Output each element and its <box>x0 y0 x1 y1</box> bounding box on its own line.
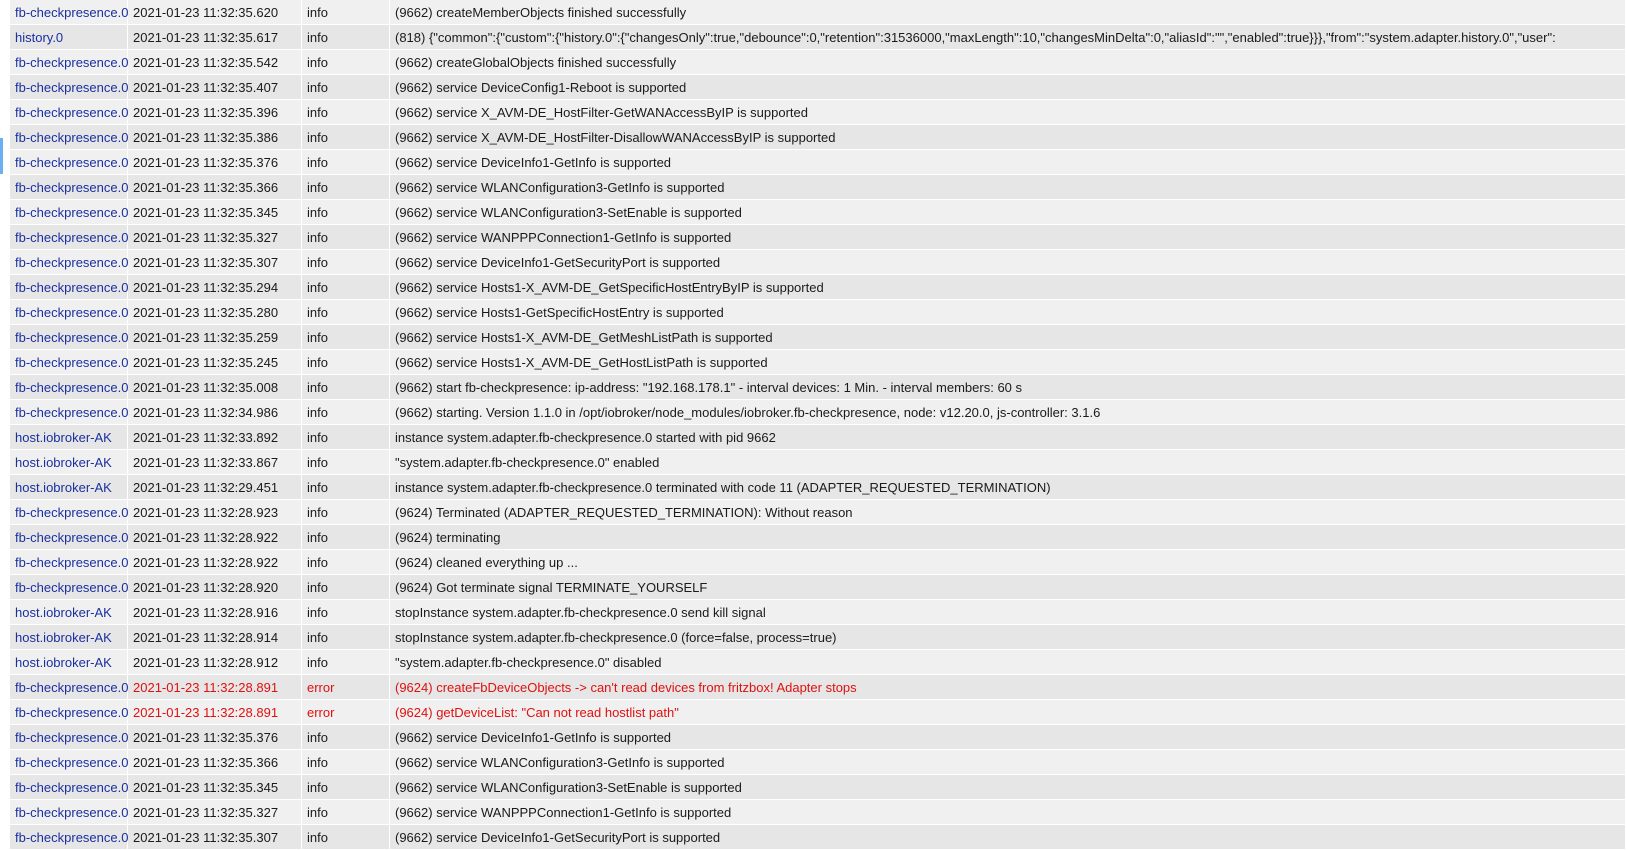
log-message: (9662) service DeviceInfo1-GetInfo is supported <box>390 150 1626 175</box>
log-row[interactable] <box>10 650 1626 675</box>
log-row[interactable] <box>10 250 1626 275</box>
log-message: (9662) service WLANConfiguration3-GetInfo is supported <box>390 750 1626 775</box>
log-row[interactable] <box>10 200 1626 225</box>
log-source: fb-checkpresence.0 <box>10 50 128 75</box>
log-source: fb-checkpresence.0 <box>10 225 128 250</box>
log-severity: error <box>302 675 390 700</box>
log-source: fb-checkpresence.0 <box>10 125 128 150</box>
log-message: (9662) service Hosts1-X_AVM-DE_GetHostListPath is supported <box>390 350 1626 375</box>
log-timestamp: 2021-01-23 11:32:35.366 <box>128 750 302 775</box>
log-timestamp: 2021-01-23 11:32:35.307 <box>128 825 302 850</box>
log-source: fb-checkpresence.0 <box>10 825 128 850</box>
log-message: (9662) service DeviceInfo1-GetSecurityPort is supported <box>390 250 1626 275</box>
log-message: (9624) terminating <box>390 525 1626 550</box>
log-message: (9624) Terminated (ADAPTER_REQUESTED_TERMINATION): Without reason <box>390 500 1626 525</box>
log-message: (9662) service WANPPPConnection1-GetInfo is supported <box>390 225 1626 250</box>
log-timestamp: 2021-01-23 11:32:28.916 <box>128 600 302 625</box>
log-severity: info <box>302 100 390 125</box>
log-source: fb-checkpresence.0 <box>10 100 128 125</box>
log-row-error[interactable] <box>10 675 1626 700</box>
log-row[interactable] <box>10 275 1626 300</box>
log-timestamp: 2021-01-23 11:32:35.294 <box>128 275 302 300</box>
log-severity: info <box>302 525 390 550</box>
log-message: (9662) service WLANConfiguration3-GetInfo is supported <box>390 175 1626 200</box>
log-source: fb-checkpresence.0 <box>10 800 128 825</box>
log-timestamp: 2021-01-23 11:32:28.914 <box>128 625 302 650</box>
log-source: fb-checkpresence.0 <box>10 150 128 175</box>
log-row[interactable] <box>10 300 1626 325</box>
log-row[interactable] <box>10 575 1626 600</box>
log-severity: info <box>302 600 390 625</box>
log-severity: info <box>302 150 390 175</box>
log-timestamp: 2021-01-23 11:32:35.376 <box>128 150 302 175</box>
log-timestamp: 2021-01-23 11:32:35.617 <box>128 25 302 50</box>
log-message: (9624) cleaned everything up ... <box>390 550 1626 575</box>
log-message: (9662) service X_AVM-DE_HostFilter-GetWANAccessByIP is supported <box>390 100 1626 125</box>
log-severity: info <box>302 475 390 500</box>
log-timestamp: 2021-01-23 11:32:35.345 <box>128 775 302 800</box>
log-message: (9662) service DeviceInfo1-GetSecurityPort is supported <box>390 825 1626 850</box>
log-source: fb-checkpresence.0 <box>10 675 128 700</box>
log-row[interactable] <box>10 825 1626 850</box>
log-severity: info <box>302 225 390 250</box>
log-row[interactable] <box>10 550 1626 575</box>
log-message: "system.adapter.fb-checkpresence.0" enabled <box>390 450 1626 475</box>
log-severity: info <box>302 250 390 275</box>
log-source: fb-checkpresence.0 <box>10 525 128 550</box>
log-source: host.iobroker-AK <box>10 475 128 500</box>
log-message: (9662) starting. Version 1.1.0 in /opt/iobroker/node_modules/iobroker.fb-checkpresence, node: v12.20.0, js-controller: 3.1.6 <box>390 400 1626 425</box>
log-source: fb-checkpresence.0 <box>10 550 128 575</box>
log-row[interactable] <box>10 350 1626 375</box>
log-timestamp: 2021-01-23 11:32:33.867 <box>128 450 302 475</box>
log-severity: info <box>302 25 390 50</box>
log-severity: info <box>302 325 390 350</box>
log-row[interactable] <box>10 750 1626 775</box>
log-timestamp: 2021-01-23 11:32:35.376 <box>128 725 302 750</box>
scroll-position-marker[interactable] <box>0 138 3 174</box>
log-row[interactable] <box>10 375 1626 400</box>
log-source: fb-checkpresence.0 <box>10 200 128 225</box>
log-timestamp: 2021-01-23 11:32:28.922 <box>128 525 302 550</box>
log-row[interactable] <box>10 450 1626 475</box>
log-row[interactable] <box>10 25 1626 50</box>
log-severity: info <box>302 125 390 150</box>
log-source: fb-checkpresence.0 <box>10 350 128 375</box>
log-timestamp: 2021-01-23 11:32:35.366 <box>128 175 302 200</box>
log-row[interactable] <box>10 150 1626 175</box>
log-message: "system.adapter.fb-checkpresence.0" disabled <box>390 650 1626 675</box>
log-source: fb-checkpresence.0 <box>10 375 128 400</box>
log-severity: info <box>302 175 390 200</box>
log-severity: info <box>302 0 390 25</box>
log-row[interactable] <box>10 500 1626 525</box>
log-message: (9662) start fb-checkpresence: ip-address: "192.168.178.1" - interval devices: 1 Min. - interval members: 60 s <box>390 375 1626 400</box>
log-severity: info <box>302 650 390 675</box>
log-message: instance system.adapter.fb-checkpresence.0 started with pid 9662 <box>390 425 1626 450</box>
log-source: fb-checkpresence.0 <box>10 500 128 525</box>
log-severity: info <box>302 350 390 375</box>
log-source: fb-checkpresence.0 <box>10 75 128 100</box>
log-row-error[interactable] <box>10 700 1626 725</box>
log-message: (9662) service WLANConfiguration3-SetEnable is supported <box>390 775 1626 800</box>
log-source: fb-checkpresence.0 <box>10 400 128 425</box>
log-timestamp: 2021-01-23 11:32:33.892 <box>128 425 302 450</box>
log-message: (9662) service DeviceInfo1-GetInfo is supported <box>390 725 1626 750</box>
log-message: (9662) service WLANConfiguration3-SetEnable is supported <box>390 200 1626 225</box>
log-severity: info <box>302 75 390 100</box>
log-source: fb-checkpresence.0 <box>10 750 128 775</box>
log-timestamp: 2021-01-23 11:32:35.280 <box>128 300 302 325</box>
log-message: stopInstance system.adapter.fb-checkpresence.0 (force=false, process=true) <box>390 625 1626 650</box>
log-message: instance system.adapter.fb-checkpresence.0 terminated with code 11 (ADAPTER_REQUESTED_TERMINATION) <box>390 475 1626 500</box>
log-message: stopInstance system.adapter.fb-checkpresence.0 send kill signal <box>390 600 1626 625</box>
log-message: (9662) service Hosts1-X_AVM-DE_GetMeshListPath is supported <box>390 325 1626 350</box>
log-severity: info <box>302 50 390 75</box>
log-severity: info <box>302 275 390 300</box>
log-row[interactable] <box>10 775 1626 800</box>
log-row[interactable] <box>10 800 1626 825</box>
log-timestamp: 2021-01-23 11:32:35.386 <box>128 125 302 150</box>
log-row[interactable] <box>10 475 1626 500</box>
log-severity: info <box>302 300 390 325</box>
log-timestamp: 2021-01-23 11:32:35.245 <box>128 350 302 375</box>
log-source: fb-checkpresence.0 <box>10 725 128 750</box>
log-severity: info <box>302 775 390 800</box>
log-timestamp: 2021-01-23 11:32:29.451 <box>128 475 302 500</box>
log-row[interactable] <box>10 175 1626 200</box>
log-row[interactable] <box>10 225 1626 250</box>
log-timestamp: 2021-01-23 11:32:35.620 <box>128 0 302 25</box>
log-message: (9662) service X_AVM-DE_HostFilter-DisallowWANAccessByIP is supported <box>390 125 1626 150</box>
log-row[interactable] <box>10 325 1626 350</box>
log-severity: info <box>302 400 390 425</box>
log-severity: info <box>302 550 390 575</box>
log-timestamp: 2021-01-23 11:32:28.923 <box>128 500 302 525</box>
log-row[interactable] <box>10 125 1626 150</box>
log-timestamp: 2021-01-23 11:32:35.407 <box>128 75 302 100</box>
log-timestamp: 2021-01-23 11:32:34.986 <box>128 400 302 425</box>
log-source: fb-checkpresence.0 <box>10 775 128 800</box>
log-timestamp: 2021-01-23 11:32:35.307 <box>128 250 302 275</box>
log-message: (9662) service Hosts1-X_AVM-DE_GetSpecificHostEntryByIP is supported <box>390 275 1626 300</box>
log-source: host.iobroker-AK <box>10 600 128 625</box>
log-row[interactable] <box>10 50 1626 75</box>
log-severity: info <box>302 800 390 825</box>
log-message: (9662) service DeviceConfig1-Reboot is supported <box>390 75 1626 100</box>
log-severity: info <box>302 425 390 450</box>
log-timestamp: 2021-01-23 11:32:35.259 <box>128 325 302 350</box>
log-severity: info <box>302 200 390 225</box>
log-source: host.iobroker-AK <box>10 625 128 650</box>
log-severity: info <box>302 625 390 650</box>
log-table <box>10 0 1626 850</box>
log-severity: info <box>302 375 390 400</box>
log-severity: error <box>302 700 390 725</box>
log-severity: info <box>302 725 390 750</box>
log-source: host.iobroker-AK <box>10 450 128 475</box>
log-message: (9624) getDeviceList: "Can not read hostlist path" <box>390 700 1626 725</box>
log-source: fb-checkpresence.0 <box>10 275 128 300</box>
log-timestamp: 2021-01-23 11:32:35.396 <box>128 100 302 125</box>
left-gutter <box>0 0 9 818</box>
log-timestamp: 2021-01-23 11:32:35.542 <box>128 50 302 75</box>
log-row[interactable] <box>10 425 1626 450</box>
log-timestamp: 2021-01-23 11:32:35.327 <box>128 225 302 250</box>
log-row[interactable] <box>10 725 1626 750</box>
log-severity: info <box>302 575 390 600</box>
log-row[interactable] <box>10 600 1626 625</box>
log-source: fb-checkpresence.0 <box>10 0 128 25</box>
log-timestamp: 2021-01-23 11:32:28.891 <box>128 675 302 700</box>
log-row[interactable] <box>10 400 1626 425</box>
log-source: host.iobroker-AK <box>10 425 128 450</box>
log-source: fb-checkpresence.0 <box>10 250 128 275</box>
log-source: fb-checkpresence.0 <box>10 175 128 200</box>
log-severity: info <box>302 500 390 525</box>
log-severity: info <box>302 450 390 475</box>
log-source: history.0 <box>10 25 128 50</box>
log-timestamp: 2021-01-23 11:32:28.912 <box>128 650 302 675</box>
log-timestamp: 2021-01-23 11:32:35.345 <box>128 200 302 225</box>
log-table-body <box>10 0 1626 850</box>
log-row[interactable] <box>10 0 1626 25</box>
log-source: fb-checkpresence.0 <box>10 325 128 350</box>
log-message: (818) {"common":{"custom":{"history.0":{"changesOnly":true,"debounce":0,"retention":31536000,"maxLength":10,"changesMinDelta":0,"aliasId":"","enabled":true}}},"from":"system.adapter.history.0","user": <box>390 25 1626 50</box>
log-message: (9662) createMemberObjects finished successfully <box>390 0 1626 25</box>
log-row[interactable] <box>10 525 1626 550</box>
log-row[interactable] <box>10 100 1626 125</box>
log-timestamp: 2021-01-23 11:32:35.008 <box>128 375 302 400</box>
log-message: (9662) service WANPPPConnection1-GetInfo is supported <box>390 800 1626 825</box>
log-severity: info <box>302 825 390 850</box>
log-source: fb-checkpresence.0 <box>10 575 128 600</box>
log-row[interactable] <box>10 75 1626 100</box>
log-source: fb-checkpresence.0 <box>10 300 128 325</box>
log-severity: info <box>302 750 390 775</box>
log-timestamp: 2021-01-23 11:32:28.920 <box>128 575 302 600</box>
log-message: (9662) service Hosts1-GetSpecificHostEntry is supported <box>390 300 1626 325</box>
log-message: (9624) createFbDeviceObjects -> can't read devices from fritzbox! Adapter stops <box>390 675 1626 700</box>
log-timestamp: 2021-01-23 11:32:28.922 <box>128 550 302 575</box>
log-source: fb-checkpresence.0 <box>10 700 128 725</box>
log-timestamp: 2021-01-23 11:32:28.891 <box>128 700 302 725</box>
log-message: (9662) createGlobalObjects finished successfully <box>390 50 1626 75</box>
log-source: host.iobroker-AK <box>10 650 128 675</box>
log-row[interactable] <box>10 625 1626 650</box>
log-message: (9624) Got terminate signal TERMINATE_YOURSELF <box>390 575 1626 600</box>
log-timestamp: 2021-01-23 11:32:35.327 <box>128 800 302 825</box>
